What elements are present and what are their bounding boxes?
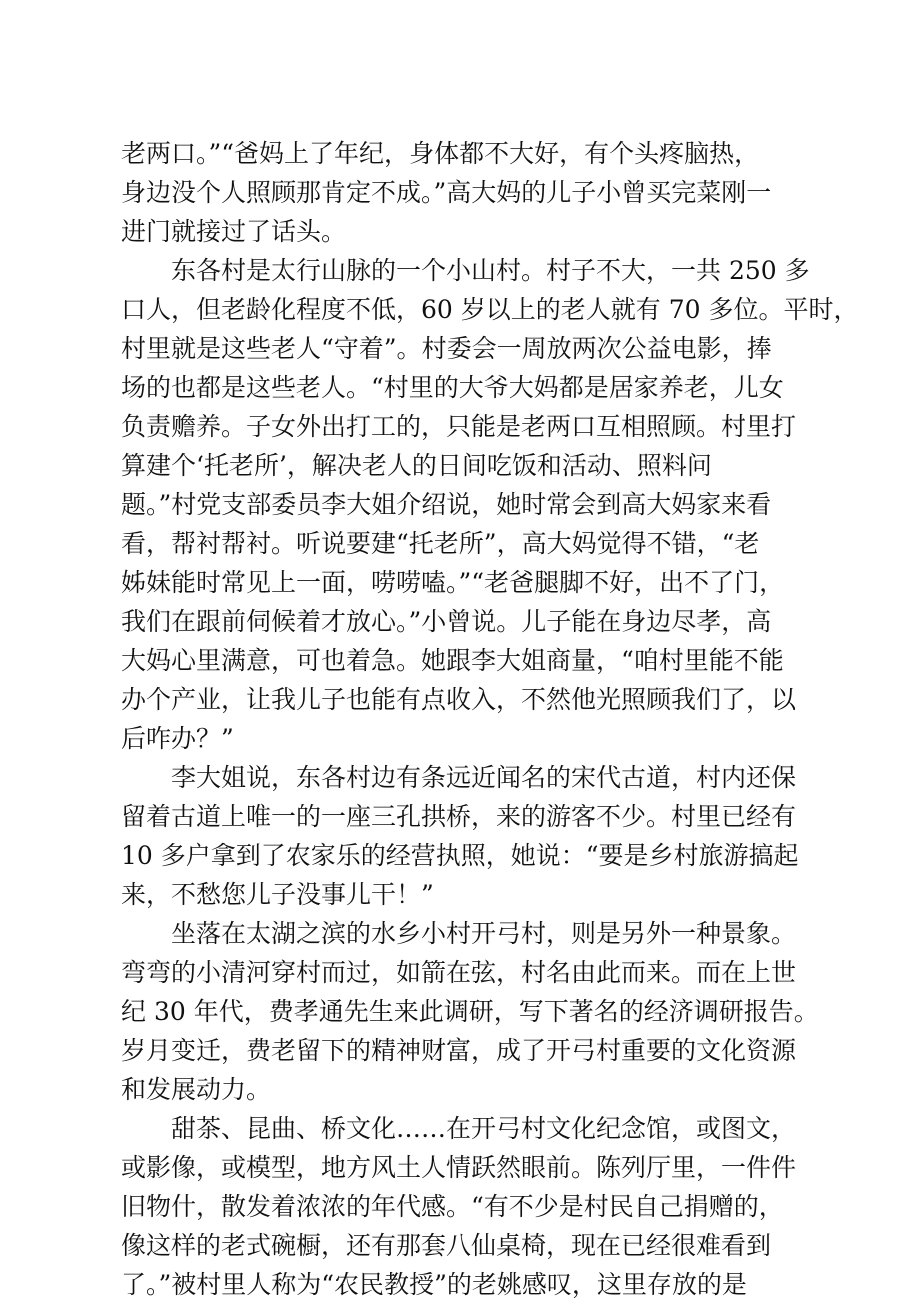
text-line: 题。”村党支部委员李大姐介绍说，她时常会到高大妈家来看 <box>121 490 772 519</box>
text-line: 或影像，或模型，地方风土人情跃然眼前。陈列厅里，一件件 <box>121 1153 797 1182</box>
text-line: 10 多户拿到了农家乐的经营执照，她说：“要是乡村旅游搞起 <box>121 841 799 870</box>
text-line: 留着古道上唯一的一座三孔拱桥，来的游客不少。村里已经有 <box>121 802 797 831</box>
text-line: 姊妹能时常见上一面，唠唠嗑。”“老爸腿脚不好，出不了门， <box>121 568 785 597</box>
text-line: 口人，但老龄化程度不低，60 岁以上的老人就有 70 多位。平时， <box>121 295 859 324</box>
document-page <box>121 0 859 1299</box>
text-line: 看，帮衬帮衬。听说要建“托老所”，高大妈觉得不错，“老 <box>121 529 760 558</box>
text-line: 坐落在太湖之滨的水乡小村开弓村，则是另外一种景象。 <box>171 919 797 948</box>
text-line: 村里就是这些老人“守着”。村委会一周放两次公益电影，捧 <box>121 334 772 363</box>
text-line: 和发展动力。 <box>121 1075 272 1104</box>
text-line: 甜茶、昆曲、桥文化……在开弓村文化纪念馆，或图文， <box>171 1114 797 1143</box>
text-line: 老两口。”“爸妈上了年纪，身体都不大好，有个头疼脑热， <box>121 139 760 168</box>
text-line: 了。”被村里人称为“农民教授”的老姚感叹，这里存放的是 <box>121 1270 747 1299</box>
text-line: 办个产业，让我儿子也能有点收入，不然他光照顾我们了，以 <box>121 685 797 714</box>
text-line: 负责赡养。子女外出打工的，只能是老两口互相照顾。村里打 <box>121 412 797 441</box>
text-line: 岁月变迁，费老留下的精神财富，成了开弓村重要的文化资源 <box>121 1036 797 1065</box>
text-line: 大妈心里满意，可也着急。她跟李大姐商量，“咱村里能不能 <box>121 646 784 675</box>
text-line: 算建个‘托老所’，解决老人的日间吃饭和活动、照料问 <box>121 451 712 480</box>
text-line: 弯弯的小清河穿村而过，如箭在弦，村名由此而来。而在上世 <box>121 958 797 987</box>
text-line: 我们在跟前伺候着才放心。”小曾说。儿子能在身边尽孝，高 <box>121 607 772 636</box>
text-line: 旧物什，散发着浓浓的年代感。“有不少是村民自己捐赠的， <box>121 1192 784 1221</box>
text-line: 纪 30 年代，费孝通先生来此调研，写下著名的经济调研报告。 <box>121 997 819 1026</box>
text-line: 后咋办？” <box>121 724 234 753</box>
text-line: 像这样的老式碗橱，还有那套八仙桌椅，现在已经很难看到 <box>121 1231 772 1260</box>
text-line: 身边没个人照顾那肯定不成。”高大妈的儿子小曾买完菜刚一 <box>121 178 772 207</box>
text-line: 来，不愁您儿子没事儿干！” <box>121 880 434 909</box>
text-line: 李大姐说，东各村边有条远近闻名的宋代古道，村内还保 <box>171 763 797 792</box>
text-line: 场的也都是这些老人。“村里的大爷大妈都是居家养老，儿女 <box>121 373 784 402</box>
text-line: 进门就接过了话头。 <box>121 217 347 246</box>
text-line: 东各村是太行山脉的一个小山村。村子不大，一共 250 多 <box>171 256 810 285</box>
